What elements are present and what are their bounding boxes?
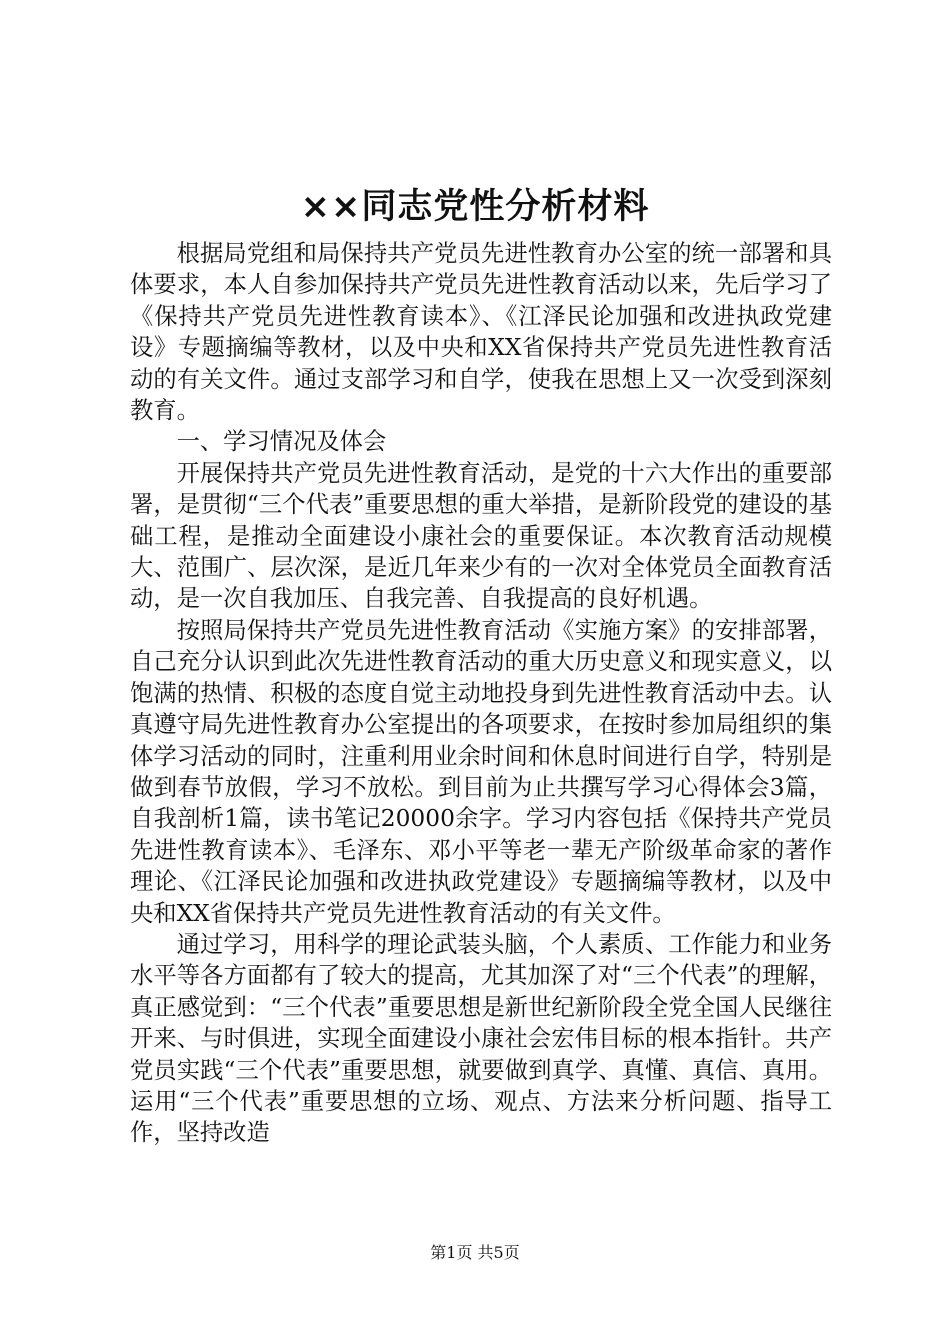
paragraph-activity-significance: 开展保持共产党员先进性教育活动，是党的十六大作出的重要部署，是贯彻“三个代表”重要思想的重大举措，是新阶段党的建设的基础工程，是推动全面建设小康社会的重要保证。本次教育活动规模大、范围广、层次深，是近几年来少有的一次对全体党员全面教育活动，是一次自我加压、自我完善、自我提高的良好机遇。 bbox=[130, 459, 832, 613]
section-heading: 一、学习情况及体会 bbox=[176, 428, 387, 456]
paragraph-intro: 根据局党组和局保持共产党员先进性教育办公室的统一部署和具体要求，本人自参加保持共产党员先进性教育活动以来，先后学习了《保持共产党员先进性教育读本》、《江泽民论加强和改进执政党建设》专题摘编等教材，以及中央和XX省保持共产党员先进性教育活动的有关文件。通过支部学习和自学，使我在思想上又一次受到深刻教育。 bbox=[130, 240, 832, 425]
paragraph-study-plan: 按照局保持共产党员先进性教育活动《实施方案》的安排部署，自己充分认识到此次先进性教育活动的重大历史意义和现实意义，以饱满的热情、积极的态度自觉主动地投身到先进性教育活动中去。认真遵守局先进性教育办公室提出的各项要求，在按时参加局组织的集体学习活动的同时，注重利用业余时间和休息时间进行自学，特别是做到春节放假，学习不放松。到目前为止共撰写学习心得体会3篇，自我剖析1篇，读书笔记20000余字。学习内容包括《保持共产党员先进性教育读本》、毛泽东、邓小平等老一辈无产阶级革命家的著作理论、《江泽民论加强和改进执政党建设》专题摘编等教材，以及中央和XX省保持共产党员先进性教育活动的有关文件。 bbox=[130, 616, 832, 927]
paragraph-study-results: 通过学习，用科学的理论武装头脑，个人素质、工作能力和业务水平等各方面都有了较大的提高，尤其加深了对“三个代表”的理解，真正感觉到：“三个代表”重要思想是新世纪新阶段全党全国人民继往开来、与时俱进，实现全面建设小康社会宏伟目标的根本指针。共产党员实践“三个代表”重要思想，就要做到真学、真懂、真信、真用。运用“三个代表”重要思想的立场、观点、方法来分析问题、指导工作，坚持改造 bbox=[130, 930, 832, 1147]
document-title: ××同志党性分析材料 bbox=[300, 187, 650, 227]
document-body bbox=[130, 238, 832, 1149]
page-number-footer: 第1页 共5页 bbox=[430, 1243, 520, 1262]
